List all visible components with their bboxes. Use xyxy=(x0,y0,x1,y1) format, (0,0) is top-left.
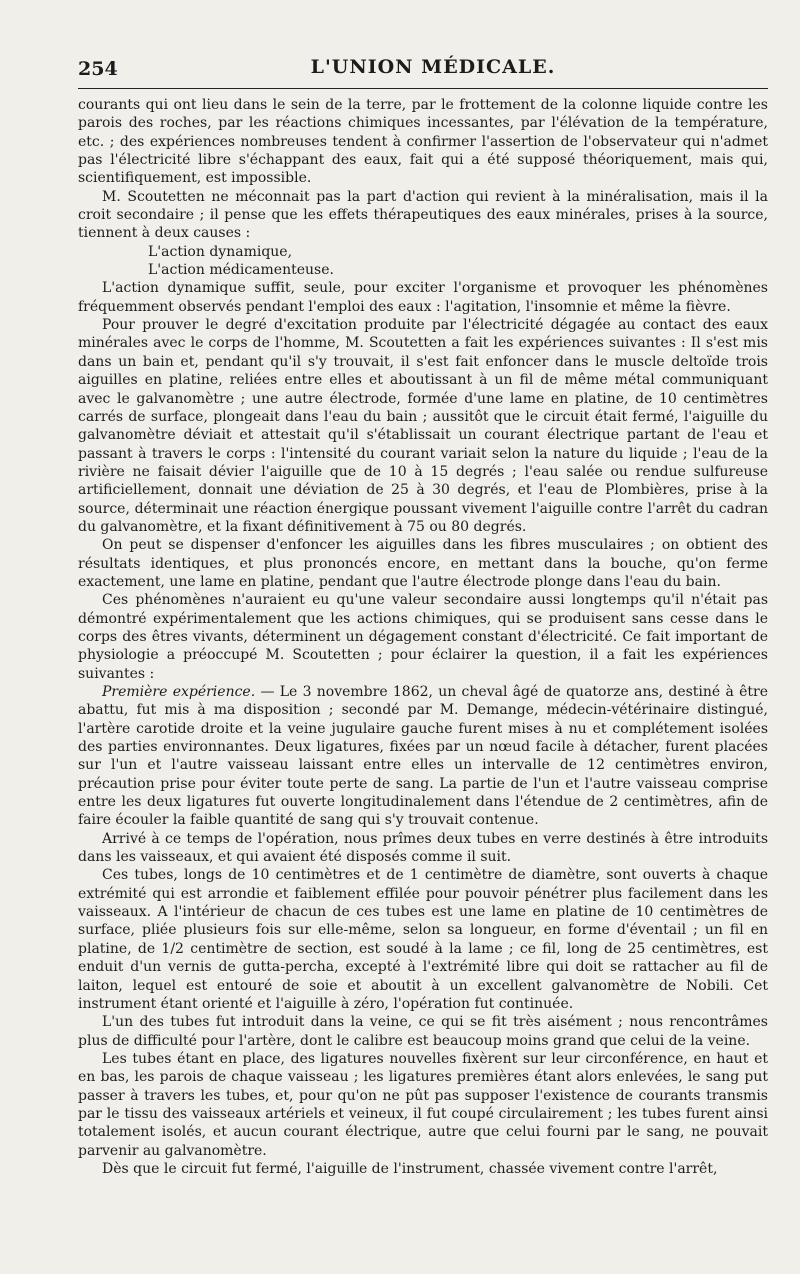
header-rule xyxy=(78,88,768,89)
paragraph-text: Ces phénomènes n'auraient eu qu'une valeur secondaire aussi longtemps qu'il n'était pas démontré expérimentalement que les actions chimiques, qui se produisent sans cesse dans le corps des êtres vivants, déterminent un dégagement constant d'électricité. Ce fait important de physiologie a préoccupé M. Scoutetten ; pour éclairer la question, il a fait les expériences suivantes : xyxy=(78,592,768,682)
paragraph xyxy=(78,683,768,830)
paragraph xyxy=(78,316,768,536)
paragraph-text: Ces tubes, longs de 10 centimètres et de 1 centimètre de diamètre, sont ouverts à chaque extrémité qui est arrondie et faiblement effilée pour pouvoir pénétrer plus facilement dans les vaisseaux. A l'intérieur de chacun de ces tubes est une lame en platine de 10 centimètres de surface, pliée plusieurs fois sur elle-même, selon sa longueur, en forme d'éventail ; un fil en platine, de 1/2 centimètre de section, est soudé à la lame ; ce fil, long de 25 centimètres, est enduit d'un vernis de gutta-percha, excepté à l'extrémité libre qui doit se rattacher au fil de laiton, lequel est entouré de soie et aboutit à un excellent galvanomètre de Nobili. Cet instrument étant orienté et l'aiguille à zéro, l'opération fut continuée. xyxy=(78,867,768,1012)
paragraph-text: M. Scoutetten ne méconnait pas la part d'action qui revient à la minéralisation, mais il la croit secondaire ; il pense que les effets thérapeutiques des eaux minérales, prises à la source, tiennent à deux causes : xyxy=(78,188,768,242)
paragraph-text: courants qui ont lieu dans le sein de la terre, par le frottement de la colonne liquide contre les parois des roches, par les réactions chimiques incessantes, par l'élévation de la température, etc. ; des expériences nombreuses tendent à confirmer l'assertion de l'observateur qui n'admet pas l'électricité libre s'échappant des eaux, fait qui a été supposé théoriquement, mais qui, scientifiquement, est impossible. xyxy=(78,97,768,187)
experiment-heading: Première expérience. xyxy=(102,684,256,700)
paragraph-text: Les tubes étant en place, des ligatures nouvelles fixèrent sur leur circonférence, en haut et en bas, les parois de chaque vaisseau ; les ligatures premières étant alors enlevées, le sang put passer à travers les tubes, et, pour qu'on ne pût pas supposer l'existence de courants transmis par le tissu des vaisseaux artériels et veineux, il fut coupé circulairement ; les tubes furent ainsi totalement isolés, et aucun courant électrique, autre que celui fourni par le sang, ne pouvait parvenir au galvanomètre. xyxy=(78,1050,768,1159)
paragraph xyxy=(78,96,768,188)
paragraph xyxy=(78,591,768,683)
paragraph-text: L'un des tubes fut introduit dans la veine, ce qui se fit très aisément ; nous rencontrâmes plus de difficulté pour l'artère, dont le calibre est beaucoup moins grand que celui de la veine. xyxy=(78,1014,768,1049)
article-body xyxy=(78,96,768,1178)
paragraph xyxy=(78,243,768,261)
page-number: 254 xyxy=(78,58,118,80)
paragraph-text: Pour prouver le degré d'excitation produite par l'électricité dégagée au contact des eaux minérales avec le corps de l'homme, M. Scoutetten a fait les expériences suivantes : Il s'est mis dans un bain et, pendant qu'il s'y trouvait, il s'est fait enfoncer dans le muscle deltoïde trois aiguilles en platine, reliées entre elles et aboutissant à un fil de même métal communiquant avec le galvanomètre ; une autre électrode, formée d'une lame en platine, de 10 centimètres carrés de surface, plongeait dans l'eau du bain ; aussitôt que le circuit était fermé, l'aiguille du galvanomètre déviait et attestait qu'il s'établissait un courant électrique partant de l'eau et passant à travers le corps : l'intensité du courant variait selon la nature du liquide ; l'eau de la rivière ne faisait dévier l'aiguille que de 10 à 15 degrés ; l'eau salée ou rendue sulfureuse artificiellement, donnait une déviation de 25 à 30 degrés, et l'eau de Plombières, prise à la source, déterminait une réaction énergique poussant vivement l'aiguille contre l'arrêt du cadran du galvanomètre, et la fixant définitivement à 75 ou 80 degrés. xyxy=(78,317,768,535)
paragraph xyxy=(78,1013,768,1050)
paragraph-text: L'action dynamique suffit, seule, pour exciter l'organisme et provoquer les phénomènes fréquemment observés pendant l'emploi des eaux : l'agitation, l'insomnie et même la fièvre. xyxy=(78,280,768,315)
paragraph xyxy=(78,830,768,867)
paragraph-text: — Le 3 novembre 1862, un cheval âgé de quatorze ans, destiné à être abattu, fut mis à ma disposition ; secondé par M. Demange, médecin-vétérinaire distingué, l'artère carotide droite et la veine jugulaire gauche furent mises à nu et complétement isolées des parties environnantes. Deux ligatures, fixées par un nœud facile à détacher, furent placées sur l'un et l'autre vaisseau laissant entre elles un intervalle de 12 centimètres environ, précaution prise pour éviter toute perte de sang. La partie de l'un et l'autre vaisseau comprise entre les deux ligatures fut ouverte longitudinalement dans l'étendue de 2 centimètres, afin de faire écouler la faible quantité de sang qui s'y trouvait contenue. xyxy=(78,684,769,829)
paragraph xyxy=(78,279,768,316)
paragraph-text: L'action dynamique, xyxy=(148,243,293,260)
paragraph-text: L'action médicamenteuse. xyxy=(148,262,334,279)
paragraph xyxy=(78,536,768,591)
page-header xyxy=(78,46,768,80)
paragraph xyxy=(78,866,768,1013)
paragraph-text: On peut se dispenser d'enfoncer les aiguilles dans les fibres musculaires ; on obtient des résultats identiques, et plus prononcés encore, en mettant dans la bouche, qu'on ferme exactement, une lame en platine, pendant que l'autre électrode plonge dans l'eau du bain. xyxy=(78,537,768,590)
paragraph xyxy=(78,261,768,279)
paragraph-text: Dès que le circuit fut fermé, l'aiguille de l'instrument, chassée vivement contre l'arrêt, xyxy=(102,1160,718,1177)
paragraph xyxy=(78,188,768,243)
running-title: L'UNION MÉDICALE. xyxy=(310,56,556,78)
paragraph xyxy=(78,1160,768,1178)
paragraph-text: Arrivé à ce temps de l'opération, nous prîmes deux tubes en verre destinés à être introduits dans les vaisseaux, et qui avaient été disposés comme il suit. xyxy=(78,830,768,866)
paragraph xyxy=(78,1050,768,1160)
